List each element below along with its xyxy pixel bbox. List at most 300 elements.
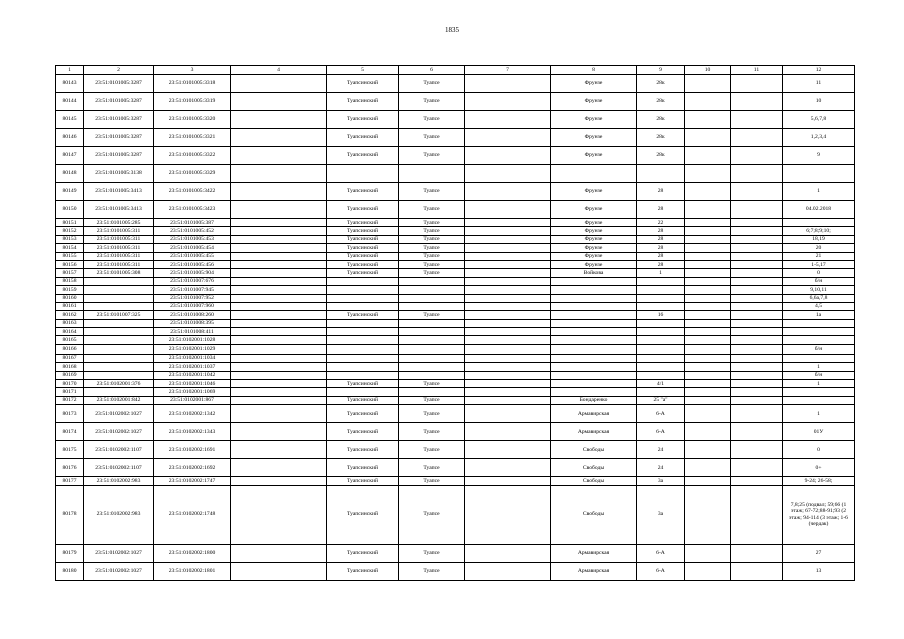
table-cell <box>399 294 465 302</box>
table-cell <box>465 147 551 165</box>
table-cell: 23:51:0101005:311 <box>84 235 154 243</box>
table-cell: 23:51:0101007:960 <box>154 302 231 310</box>
table-cell <box>465 405 551 423</box>
table-cell: 1,2,3,4 <box>783 129 855 147</box>
table-cell: 1 <box>637 269 685 277</box>
table-cell: Туапсе <box>399 562 465 580</box>
table-cell <box>685 477 731 485</box>
table-cell <box>685 459 731 477</box>
table-cell: 28к <box>637 75 685 93</box>
table-row <box>56 405 855 423</box>
table-cell <box>231 219 327 227</box>
table-cell <box>465 235 551 243</box>
table-cell: 80155 <box>56 252 84 260</box>
table-cell: 23:51:0102002:1107 <box>84 459 154 477</box>
table-row <box>56 260 855 268</box>
table-cell <box>231 183 327 201</box>
table-cell: Фрунзе <box>551 252 637 260</box>
table-cell: 28к <box>637 147 685 165</box>
table-cell <box>731 294 783 302</box>
table-cell <box>84 344 154 354</box>
column-header: 7 <box>465 66 551 75</box>
table-cell: Туапсе <box>399 477 465 485</box>
table-cell: 23:51:0101005:285 <box>84 219 154 227</box>
table-cell: Фрунзе <box>551 219 637 227</box>
table-cell <box>637 344 685 354</box>
table-cell: 23:51:0102002:1027 <box>84 562 154 580</box>
table-cell <box>399 328 465 336</box>
table-cell: 23:51:0101008:411 <box>154 328 231 336</box>
table-cell: 23:51:0102001:1034 <box>154 354 231 362</box>
table-cell: Туапсинский <box>327 111 399 129</box>
table-cell <box>231 388 327 396</box>
table-row <box>56 165 855 183</box>
table-cell: 80164 <box>56 328 84 336</box>
table-cell: 23:51:0102001:842 <box>84 396 154 404</box>
table-cell: 23:51:0102002:1801 <box>154 562 231 580</box>
table-cell <box>551 380 637 388</box>
table-cell: 23:51:0102002:1342 <box>154 405 231 423</box>
column-header: 5 <box>327 66 399 75</box>
table-cell: Туапсе <box>399 405 465 423</box>
table-cell: 1а <box>783 311 855 319</box>
table-cell <box>685 93 731 111</box>
table-cell <box>731 165 783 183</box>
table-row <box>56 562 855 580</box>
table-cell <box>783 219 855 227</box>
table-cell <box>731 477 783 485</box>
table-cell: 1 <box>783 405 855 423</box>
table-cell: 80174 <box>56 423 84 441</box>
table-cell: Туапсе <box>399 260 465 268</box>
table-cell <box>327 165 399 183</box>
table-cell: Туапсе <box>399 219 465 227</box>
table-cell <box>731 252 783 260</box>
table-cell: Туапсе <box>399 201 465 219</box>
table-cell <box>84 336 154 344</box>
table-cell: Туапсинский <box>327 311 399 319</box>
table-cell: Свободы <box>551 485 637 544</box>
table-cell: Туапсинский <box>327 201 399 219</box>
table-cell: 6;7;8;9;10; <box>783 227 855 235</box>
table-cell: б/н <box>783 371 855 379</box>
table-cell <box>231 544 327 562</box>
table-cell: 01У <box>783 423 855 441</box>
table-cell: 0 <box>783 269 855 277</box>
table-cell: 10 <box>783 93 855 111</box>
table-cell <box>231 201 327 219</box>
table-cell <box>731 129 783 147</box>
table-row <box>56 252 855 260</box>
table-cell <box>231 380 327 388</box>
table-row <box>56 111 855 129</box>
table-cell: 1 <box>783 363 855 371</box>
table-cell <box>399 336 465 344</box>
table-cell <box>399 344 465 354</box>
table-cell: Туапсе <box>399 311 465 319</box>
table-cell: 80170 <box>56 380 84 388</box>
table-cell <box>685 252 731 260</box>
table-cell: Туапсе <box>399 147 465 165</box>
table-cell <box>731 319 783 327</box>
table-cell: Туапсинский <box>327 227 399 235</box>
table-cell <box>685 269 731 277</box>
table-cell: Фрунзе <box>551 260 637 268</box>
table-cell: 23:51:0101005:311 <box>84 244 154 252</box>
table-cell: 80158 <box>56 277 84 285</box>
table-cell <box>637 294 685 302</box>
table-cell: 23:51:0102002:1691 <box>154 441 231 459</box>
table-cell: Фрунзе <box>551 183 637 201</box>
table-cell <box>231 235 327 243</box>
table-cell <box>685 396 731 404</box>
table-cell <box>685 219 731 227</box>
table-cell <box>465 396 551 404</box>
table-cell <box>231 147 327 165</box>
table-cell: 13 <box>783 562 855 580</box>
table-cell <box>731 286 783 294</box>
table-cell: 28 <box>637 235 685 243</box>
table-row <box>56 294 855 302</box>
header-row <box>56 66 855 75</box>
table-cell: 80151 <box>56 219 84 227</box>
table-cell: 23:51:0101005:455 <box>154 252 231 260</box>
table-cell <box>685 227 731 235</box>
table-cell <box>685 111 731 129</box>
table-cell <box>465 344 551 354</box>
table-cell <box>465 354 551 362</box>
table-row <box>56 235 855 243</box>
table-cell: Туапсинский <box>327 405 399 423</box>
table-cell <box>231 111 327 129</box>
table-cell <box>731 423 783 441</box>
column-header: 4 <box>231 66 327 75</box>
table-cell <box>231 294 327 302</box>
table-cell <box>84 328 154 336</box>
table-row <box>56 363 855 371</box>
column-header: 9 <box>637 66 685 75</box>
table-cell: 23:51:0101005:3320 <box>154 111 231 129</box>
table-cell: 80153 <box>56 235 84 243</box>
table-cell <box>465 363 551 371</box>
column-header: 2 <box>84 66 154 75</box>
table-cell <box>731 328 783 336</box>
table-cell <box>731 388 783 396</box>
table-cell: 23:51:0101005:3329 <box>154 165 231 183</box>
table-cell: Бондаренко <box>551 396 637 404</box>
table-cell <box>465 183 551 201</box>
table-cell <box>685 75 731 93</box>
column-header: 11 <box>731 66 783 75</box>
table-cell <box>465 441 551 459</box>
table-cell: 23:51:0102002:1343 <box>154 423 231 441</box>
table-cell <box>685 165 731 183</box>
table-cell: Туапсе <box>399 235 465 243</box>
table-cell: 23:51:0101005:452 <box>154 227 231 235</box>
table-cell <box>231 336 327 344</box>
table-cell: Армавирская <box>551 562 637 580</box>
table-cell: 23:51:0101007:676 <box>154 277 231 285</box>
table-cell: 23:51:0101005:3413 <box>84 183 154 201</box>
table-cell <box>731 396 783 404</box>
table-cell <box>231 165 327 183</box>
table-cell: 80162 <box>56 311 84 319</box>
table-cell: Армавирская <box>551 423 637 441</box>
column-header: 3 <box>154 66 231 75</box>
table-cell <box>231 286 327 294</box>
table-cell <box>685 344 731 354</box>
page-number: 1835 <box>445 26 459 34</box>
table-cell: Туапсе <box>399 227 465 235</box>
table-cell <box>327 286 399 294</box>
table-cell: 23:51:0101007:952 <box>154 294 231 302</box>
table-cell: Туапсинский <box>327 396 399 404</box>
table-cell: Туапсе <box>399 380 465 388</box>
table-cell <box>783 388 855 396</box>
table-cell: Туапсинский <box>327 562 399 580</box>
table-cell: 80148 <box>56 165 84 183</box>
table-cell <box>231 423 327 441</box>
table-cell <box>465 260 551 268</box>
table-cell: 23:51:0101005:3321 <box>154 129 231 147</box>
table-cell: Туапсе <box>399 252 465 260</box>
table-cell: Свободы <box>551 477 637 485</box>
table-cell: Туапсе <box>399 544 465 562</box>
table-cell <box>465 371 551 379</box>
table-cell: 28 <box>637 183 685 201</box>
column-header: 10 <box>685 66 731 75</box>
table-cell: Туапсе <box>399 485 465 544</box>
table-cell: 23:51:0101008:395 <box>154 319 231 327</box>
table-cell <box>731 219 783 227</box>
table-cell: 4/1 <box>637 380 685 388</box>
table-cell: Туапсе <box>399 441 465 459</box>
table-cell: Туапсинский <box>327 459 399 477</box>
table-cell <box>637 354 685 362</box>
table-cell: 23:51:0102002:1027 <box>84 423 154 441</box>
table-cell: 23:51:0102002:983 <box>84 477 154 485</box>
table-cell: 23:51:0102001:1042 <box>154 371 231 379</box>
table-cell <box>551 328 637 336</box>
table-cell: 80156 <box>56 260 84 268</box>
table-cell: Туапсинский <box>327 269 399 277</box>
table-cell <box>84 277 154 285</box>
table-cell <box>731 93 783 111</box>
table-row <box>56 269 855 277</box>
registry-table <box>55 65 855 581</box>
table-cell <box>637 319 685 327</box>
table-cell <box>465 227 551 235</box>
table-cell <box>327 336 399 344</box>
table-cell: 23:51:0101005:387 <box>154 219 231 227</box>
table-cell: Туапсе <box>399 396 465 404</box>
table-cell: 7,8;25 (подвал; 59;66 (1 этаж; 67-72;88-91;93 (2 этаж; 94-114 (3 этаж; 1-6 (чердак) <box>783 485 855 544</box>
table-cell: 1-5,17 <box>783 260 855 268</box>
table-cell <box>685 336 731 344</box>
table-cell: 22 <box>637 219 685 227</box>
table-cell: Туапсинский <box>327 235 399 243</box>
table-cell <box>84 294 154 302</box>
table-cell: 23:51:0101007:325 <box>84 311 154 319</box>
table-cell: Фрунзе <box>551 75 637 93</box>
table-cell <box>685 380 731 388</box>
table-cell <box>731 485 783 544</box>
table-cell <box>551 302 637 310</box>
table-row <box>56 277 855 285</box>
table-cell <box>685 562 731 580</box>
table-cell <box>231 277 327 285</box>
table-cell: 23:51:0101005:3423 <box>154 201 231 219</box>
table-cell: 80179 <box>56 544 84 562</box>
table-cell <box>231 244 327 252</box>
table-cell <box>783 319 855 327</box>
table-cell: Туапсинский <box>327 423 399 441</box>
table-cell <box>731 235 783 243</box>
table-cell <box>551 311 637 319</box>
table-cell: 23:51:0101008:260 <box>154 311 231 319</box>
table-cell <box>399 302 465 310</box>
table-cell: Свободы <box>551 441 637 459</box>
table-cell: 80178 <box>56 485 84 544</box>
table-cell: 23:51:0101005:311 <box>84 252 154 260</box>
table-cell <box>465 544 551 562</box>
table-cell: 80173 <box>56 405 84 423</box>
table-cell <box>231 311 327 319</box>
table-cell <box>84 371 154 379</box>
table-cell <box>685 544 731 562</box>
table-cell <box>399 388 465 396</box>
table-cell: 23:51:0101005:308 <box>84 269 154 277</box>
table-cell: 23:51:0102001:1046 <box>154 380 231 388</box>
table-cell <box>685 485 731 544</box>
table-cell: 23:51:0101005:3287 <box>84 75 154 93</box>
table-cell <box>465 294 551 302</box>
table-cell: 9 <box>783 147 855 165</box>
table-cell: 23:51:0101005:3413 <box>84 201 154 219</box>
table-row <box>56 354 855 362</box>
table-cell <box>685 302 731 310</box>
table-cell: 80172 <box>56 396 84 404</box>
table-cell: 24 <box>637 459 685 477</box>
table-cell <box>731 201 783 219</box>
table-cell <box>465 165 551 183</box>
table-cell: 6-А <box>637 405 685 423</box>
table-cell: Туапсинский <box>327 75 399 93</box>
table-cell: Туапсинский <box>327 147 399 165</box>
table-cell <box>84 354 154 362</box>
column-header: 6 <box>399 66 465 75</box>
table-cell <box>685 354 731 362</box>
table-cell <box>685 328 731 336</box>
table-row <box>56 311 855 319</box>
table-row <box>56 93 855 111</box>
table-cell <box>231 328 327 336</box>
table-cell: 80159 <box>56 286 84 294</box>
table-cell: Туапсинский <box>327 260 399 268</box>
table-cell: б/н <box>783 344 855 354</box>
table-cell <box>685 294 731 302</box>
table-cell: 23:51:0101005:3287 <box>84 111 154 129</box>
table-cell: 23:51:0102002:1747 <box>154 477 231 485</box>
table-cell <box>731 269 783 277</box>
table-cell: Туапсе <box>399 459 465 477</box>
table-cell <box>551 294 637 302</box>
table-cell: 28 <box>637 227 685 235</box>
table-cell <box>551 344 637 354</box>
table-cell <box>637 371 685 379</box>
table-cell: Свободы <box>551 459 637 477</box>
table-cell: 04.02.2018 <box>783 201 855 219</box>
table-row <box>56 302 855 310</box>
table-cell <box>327 363 399 371</box>
table-cell <box>685 388 731 396</box>
table-cell: Туапсинский <box>327 129 399 147</box>
table-cell: 23:51:0102002:1107 <box>84 441 154 459</box>
table-row <box>56 336 855 344</box>
table-cell: Туапсе <box>399 269 465 277</box>
table-cell <box>399 354 465 362</box>
table-cell <box>327 354 399 362</box>
table-cell <box>231 319 327 327</box>
table-cell <box>731 544 783 562</box>
table-row <box>56 388 855 396</box>
table-cell: 80145 <box>56 111 84 129</box>
table-cell: 80143 <box>56 75 84 93</box>
table-cell <box>685 183 731 201</box>
table-row <box>56 129 855 147</box>
table-cell <box>551 165 637 183</box>
table-cell: Фрунзе <box>551 227 637 235</box>
table-cell: Фрунзе <box>551 235 637 243</box>
table-cell: 23:51:0102001:1069 <box>154 388 231 396</box>
table-row <box>56 319 855 327</box>
table-cell: 23:51:0101007:945 <box>154 286 231 294</box>
table-cell <box>783 396 855 404</box>
table-cell: 23:51:0102001:867 <box>154 396 231 404</box>
table-cell <box>465 201 551 219</box>
table-cell: 28 <box>637 244 685 252</box>
table-cell <box>731 244 783 252</box>
table-cell: 80169 <box>56 371 84 379</box>
table-cell <box>231 371 327 379</box>
table-cell: 80161 <box>56 302 84 310</box>
table-row <box>56 441 855 459</box>
table-cell: 6,6а,7,8 <box>783 294 855 302</box>
table-cell: 23:51:0101005:3138 <box>84 165 154 183</box>
table-cell: 23:51:0101005:3319 <box>154 93 231 111</box>
table-cell <box>731 227 783 235</box>
table-row <box>56 371 855 379</box>
table-cell <box>731 277 783 285</box>
table-cell <box>637 363 685 371</box>
table-row <box>56 380 855 388</box>
table-cell: 9,10,11 <box>783 286 855 294</box>
table-cell <box>465 244 551 252</box>
table-cell: Туапсинский <box>327 252 399 260</box>
table-cell <box>327 371 399 379</box>
table-cell: Фрунзе <box>551 147 637 165</box>
table-cell <box>551 286 637 294</box>
table-cell <box>685 363 731 371</box>
table-cell: Туапсинский <box>327 244 399 252</box>
table-cell <box>731 344 783 354</box>
table-cell: 28к <box>637 129 685 147</box>
table-cell: 23:51:0101005:3318 <box>154 75 231 93</box>
table-cell: 23:51:0102002:1692 <box>154 459 231 477</box>
table-cell: 28 <box>637 252 685 260</box>
table-cell: 5,6,7,8 <box>783 111 855 129</box>
table-cell <box>731 441 783 459</box>
